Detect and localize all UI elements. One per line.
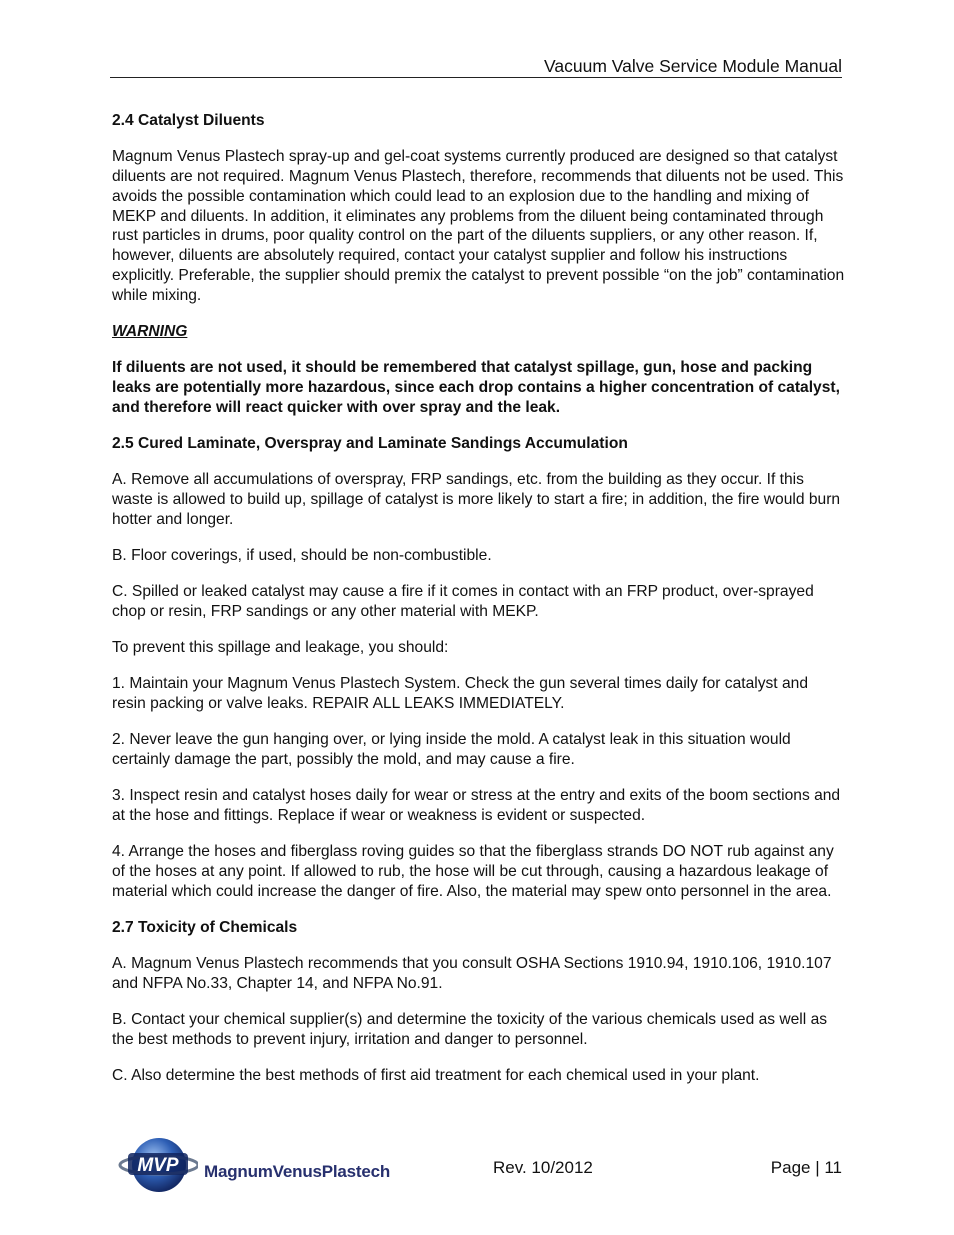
list-item-2: 2. Never leave the gun hanging over, or lying inside the mold. A catalyst leak in this situation would certainly damage the part, possibly the mold, and may cause a fire.: [112, 731, 791, 769]
revision-label: Rev. 10/2012: [493, 1158, 593, 1177]
warning-text: If diluents are not used, it should be remembered that catalyst spillage, gun, hose and packing leaks are potentially more hazardous, since each drop contains a higher concentration of catalyst, and therefore will react quicker with over spray and the leak.: [112, 359, 840, 416]
globe-logo-icon: [118, 1132, 198, 1198]
document-body: [112, 111, 846, 1102]
logo-wordmark: MagnumVenusPlastech: [204, 1162, 391, 1181]
warning-label: [112, 322, 846, 342]
section-heading-2-4: 2.4 Catalyst Diluents: [112, 112, 265, 129]
paragraph-prevent: To prevent this spillage and leakage, you should:: [112, 639, 449, 657]
page-number: Page | 11: [770, 1158, 842, 1177]
warning-label-text: WARNING: [112, 322, 188, 340]
logo-badge-text: MVP: [137, 1155, 179, 1176]
list-item-1: 1. Maintain your Magnum Venus Plastech System. Check the gun several times daily for catalyst and resin packing or valve leaks. REPAIR ALL LEAKS IMMEDIATELY.: [112, 675, 808, 713]
header-title: Vacuum Valve Service Module Manual: [544, 56, 842, 76]
paragraph-2-5-b: B. Floor coverings, if used, should be non-combustible.: [112, 546, 492, 564]
section-heading-2-5: 2.5 Cured Laminate, Overspray and Laminate Sandings Accumulation: [112, 434, 628, 452]
page-footer: [0, 1128, 954, 1208]
header-rule: [110, 77, 842, 78]
list-item-4: 4. Arrange the hoses and fiberglass roving guides so that the fiberglass strands DO NOT rub against any of the hoses at any point. If allowed to rub, the hose will be cut through, causing a hazardous leakage of material which could increase the danger of fire. Also, the material may spew onto personnel in the area.: [112, 843, 834, 900]
section-heading-2-7: 2.7 Toxicity of Chemicals: [112, 918, 298, 936]
paragraph-2-7-a: A. Magnum Venus Plastech recommends that you consult OSHA Sections 1910.94, 1910.106, 1910.107 and NFPA No.33, Chapter 14, and NFPA No.91.: [112, 955, 832, 992]
paragraph-2-5-a: A. Remove all accumulations of overspray, FRP sandings, etc. from the building as they occur. If this waste is allowed to build up, spillage of catalyst is more likely to start a fire; in addition, the fire would burn hotter and longer.: [112, 471, 841, 528]
paragraph-2-5-c: C. Spilled or leaked catalyst may cause a fire if it comes in contact with an FRP product, over-sprayed chop or resin, FRP sandings or any other material with MEKP.: [112, 583, 814, 620]
list-item-3: 3. Inspect resin and catalyst hoses daily for wear or stress at the entry and exits of the boom sections and at the hose and fittings. Replace if wear or weakness is evident or suspected.: [112, 787, 841, 825]
paragraph-2-7-b: B. Contact your chemical supplier(s) and determine the toxicity of the various chemicals used as well as the best methods to prevent injury, irritation and danger to personnel.: [112, 1011, 828, 1048]
paragraph-2-7-c: C. Also determine the best methods of first aid treatment for each chemical used in your plant.: [112, 1067, 760, 1085]
company-logo: [118, 1132, 408, 1198]
paragraph-catalyst-diluents: Magnum Venus Plastech spray-up and gel-coat systems currently produced are designed so that catalyst diluents are not required. Magnum Venus Plastech, therefore, recommends that diluents not be used. This avoids the possible contamination which could lead to an explosion due to the handling and mixing of MEKP and diluents. In addition, it eliminates any problems from the diluent being contaminated through rust particles in drums, poor quality control on the part of the diluents suppliers, or any other reason. If, however, diluents are absolutely required, contact your catalyst supplier and follow his instructions explicitly. Preferable, the supplier should premix the catalyst to prevent possible “on the job” contamination while mixing.: [112, 148, 845, 304]
